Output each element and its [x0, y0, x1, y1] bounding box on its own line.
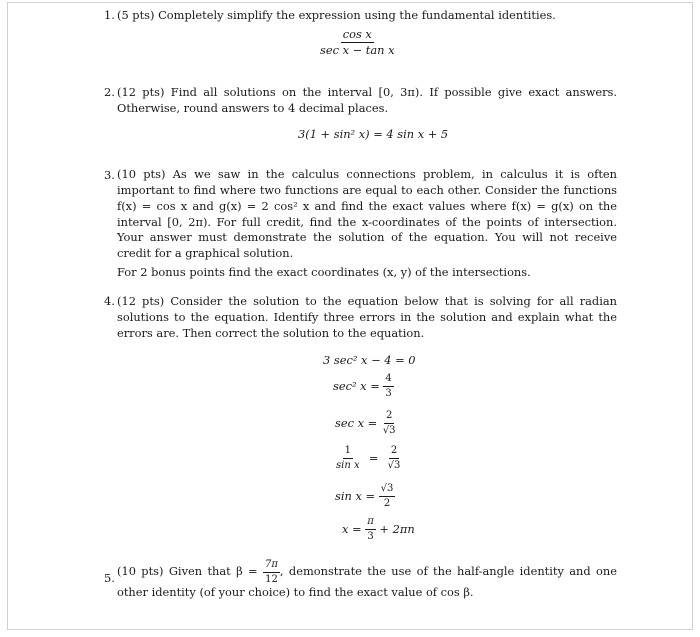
problem-3-bonus: For 2 bonus points find the exact coordinates (x, y) of the intersections. — [117, 265, 531, 279]
step-3-lhs: sec x = — [335, 415, 378, 430]
problem-1-number: 1. — [104, 8, 115, 22]
step-4-left-numerator: 1 — [343, 445, 353, 459]
step-3-denominator: √3 — [382, 424, 396, 436]
solution-step-5 — [335, 483, 395, 509]
problem-5-text-post: , demonstrate the use of the half-angle identity and one other identity (of your choice) to find the exact value of cos β. — [117, 564, 617, 599]
problem-4-text: (12 pts) Consider the solution to the equation below that is solving for all radian solutions to the equation. Identify three errors in the solution and explain what the errors are. Then correct the solution to the equation. — [117, 294, 617, 341]
expression-denominator: sec x − tan x — [320, 43, 395, 58]
step-6-tail: + 2πn — [379, 521, 415, 536]
problem-2-number: 2. — [104, 85, 115, 99]
beta-denominator: 12 — [265, 573, 278, 585]
step-5-numerator: √3 — [379, 483, 396, 497]
problem-5-text-pre: (10 pts) Given that β = — [117, 564, 258, 579]
problem-5-number: 5. — [104, 571, 115, 585]
step-5-lhs: sin x = — [335, 488, 376, 503]
problem-4-number: 4. — [104, 294, 115, 308]
problem-1-text: (5 pts) Completely simplify the expression using the fundamental identities. — [117, 8, 556, 22]
problem-5-text — [117, 559, 617, 601]
solution-step-4: $\frac{1}{\text{sin x}}$ = $\frac{2}{√3}$ — [336, 445, 401, 471]
step-5-denominator: 2 — [383, 497, 391, 509]
problem-3-number: 3. — [104, 168, 115, 182]
problem-3-text: (10 pts) As we saw in the calculus connections problem, in calculus it is often important to find where two functions are equal to each other. Consider the functions f(x) = cos x and g(x) = 2 cos² x and find the exact values where f(x) = g(x) on the interval [0, 2π). For full credit, find the x-coordinates of the points of intersection. Your answer must demonstrate the solution of the equation. You will not receive credit for a graphical solution. — [117, 167, 617, 261]
step-6-lhs: x = — [342, 521, 362, 536]
step-4-left-denominator: sin x — [336, 459, 360, 471]
solution-step-6 — [342, 516, 415, 542]
problem-1-expression — [318, 28, 397, 57]
solution-step-2 — [333, 373, 394, 399]
solution-step-1: 3 sec² x − 4 = 0 — [323, 353, 416, 367]
step-2-numerator: 4 — [383, 373, 393, 387]
step-4-denominator: √3 — [387, 459, 401, 471]
solution-step-3 — [335, 410, 398, 436]
expression-numerator: cos x — [341, 28, 374, 43]
step-2-denominator: 3 — [385, 387, 392, 399]
step-6-numerator: π — [365, 516, 376, 530]
step-6-denominator: 3 — [367, 530, 374, 542]
problem-2-equation: 3(1 + sin² x) = 4 sin x + 5 — [298, 127, 449, 141]
step-3-numerator: 2 — [384, 410, 394, 424]
problem-2-text: (12 pts) Find all solutions on the interval [0, 3π). If possible give exact answers. Otherwise, round answers to 4 decimal places. — [117, 85, 617, 116]
step-2-lhs: sec² x = — [333, 378, 380, 393]
beta-numerator: 7π — [263, 559, 280, 573]
step-4-numerator: 2 — [389, 445, 399, 459]
